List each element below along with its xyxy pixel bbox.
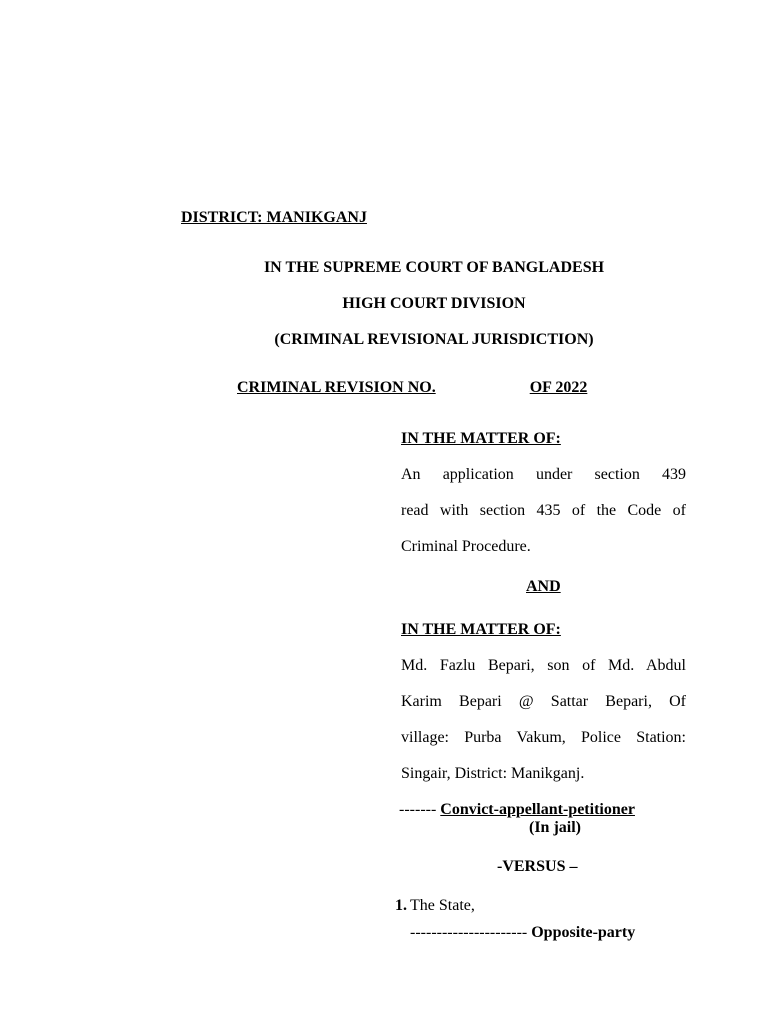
matter-heading-2: IN THE MATTER OF: [401,621,561,638]
jurisdiction-title: (CRIMINAL REVISIONAL JURISDICTION) [274,331,594,348]
petitioner-status: (In jail) [529,819,581,836]
revision-year: OF 2022 [529,379,588,396]
matter2-line: village: Purba Vakum, Police Station: [401,729,686,746]
matter1-line: An application under section 439 [401,466,686,483]
matter1-line: Criminal Procedure. [401,538,531,555]
district-heading: DISTRICT: MANIKGANJ [181,209,367,226]
division-title: HIGH COURT DIVISION [342,295,526,312]
matter2-line: Md. Fazlu Bepari, son of Md. Abdul [401,657,686,674]
petitioner-role: Convict-appellant-petitioner [440,801,635,818]
revision-label: CRIMINAL REVISION NO. [237,379,436,396]
court-title: IN THE SUPREME COURT OF BANGLADESH [263,259,605,276]
respondent-line [395,897,475,915]
revision-number-line [237,379,635,397]
and-separator: AND [526,578,561,595]
matter2-line: Singair, District: Manikganj. [401,765,585,782]
respondent-role: Opposite-party [531,924,636,941]
respondent-role-line [410,924,635,942]
matter-heading-1: IN THE MATTER OF: [401,430,561,447]
versus-label: -VERSUS – [497,858,578,875]
petitioner-line [399,801,635,819]
petitioner-dashes: ------- [399,801,437,818]
respondent-dashes: ---------------------- [410,924,528,941]
respondent-number: 1. [395,897,407,914]
matter1-line: read with section 435 of the Code of [401,502,686,519]
matter2-line: Karim Bepari @ Sattar Bepari, Of [401,693,686,710]
respondent-name: The State, [410,897,475,914]
